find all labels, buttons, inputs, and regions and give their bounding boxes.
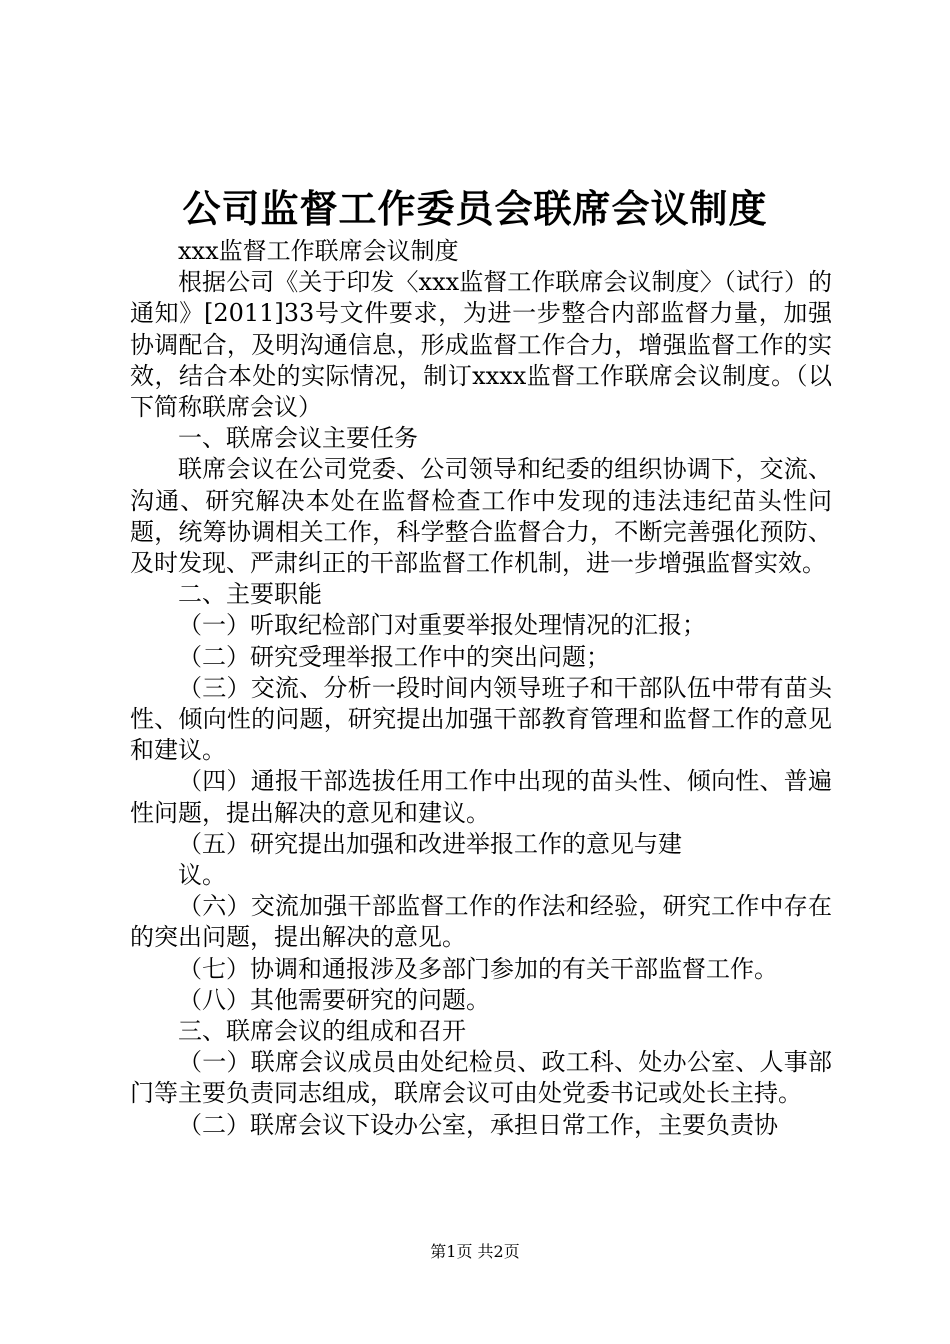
function-item-8: （八）其他需要研究的问题。 <box>178 985 490 1014</box>
doc-intro-paragraph: 根据公司《关于印发〈xxx监督工作联席会议制度〉（试行）的通知》[2011]33号文件要求，为进一步整合内部监督力量，加强协调配合，及明沟通信息，形成监督工作合力，增强监督工作的实效，结合本处的实际情况，制订xxxx监督工作联席会议制度。（以下简称联席会议） <box>130 268 832 422</box>
composition-item-2: （二）联席会议下设办公室，承担日常工作，主要负责协 <box>178 1110 778 1139</box>
page-number-footer: 第1页 共2页 <box>430 1242 520 1261</box>
section-heading-3: 三、联席会议的组成和召开 <box>178 1017 466 1046</box>
composition-item-1: （一）联席会议成员由处纪检员、政工科、处办公室、人事部门等主要负责同志组成，联席会议可由处党委书记或处长主持。 <box>130 1048 832 1108</box>
function-item-1: （一）听取纪检部门对重要举报处理情况的汇报； <box>178 611 706 640</box>
section-heading-1: 一、联席会议主要任务 <box>178 424 418 453</box>
document-body <box>130 236 832 1141</box>
function-item-5-continued: 议。 <box>178 861 226 890</box>
section-1-paragraph: 联席会议在公司党委、公司领导和纪委的组织协调下，交流、沟通、研究解决本处在监督检查工作中发现的违法违纪苗头性问题，统筹协调相关工作，科学整合监督合力，不断完善强化预防、及时发现、严肃纠正的干部监督工作机制，进一步增强监督实效。 <box>130 455 832 578</box>
function-item-6: （六）交流加强干部监督工作的作法和经验，研究工作中存在的突出问题，提出解决的意见。 <box>130 892 832 952</box>
function-item-4: （四）通报干部选拔任用工作中出现的苗头性、倾向性、普遍性问题，提出解决的意见和建议。 <box>130 767 832 827</box>
function-item-7: （七）协调和通报涉及多部门参加的有关干部监督工作。 <box>178 954 778 983</box>
function-item-3: （三）交流、分析一段时间内领导班子和干部队伍中带有苗头性、倾向性的问题，研究提出加强干部教育管理和监督工作的意见和建议。 <box>130 673 832 765</box>
section-heading-2: 二、主要职能 <box>178 580 322 609</box>
doc-subtitle-paragraph: xxx监督工作联席会议制度 <box>178 237 459 265</box>
function-item-5: （五）研究提出加强和改进举报工作的意见与建 <box>178 829 682 858</box>
document-title: 公司监督工作委员会联席会议制度 <box>182 186 768 231</box>
function-item-2: （二）研究受理举报工作中的突出问题； <box>178 642 610 671</box>
